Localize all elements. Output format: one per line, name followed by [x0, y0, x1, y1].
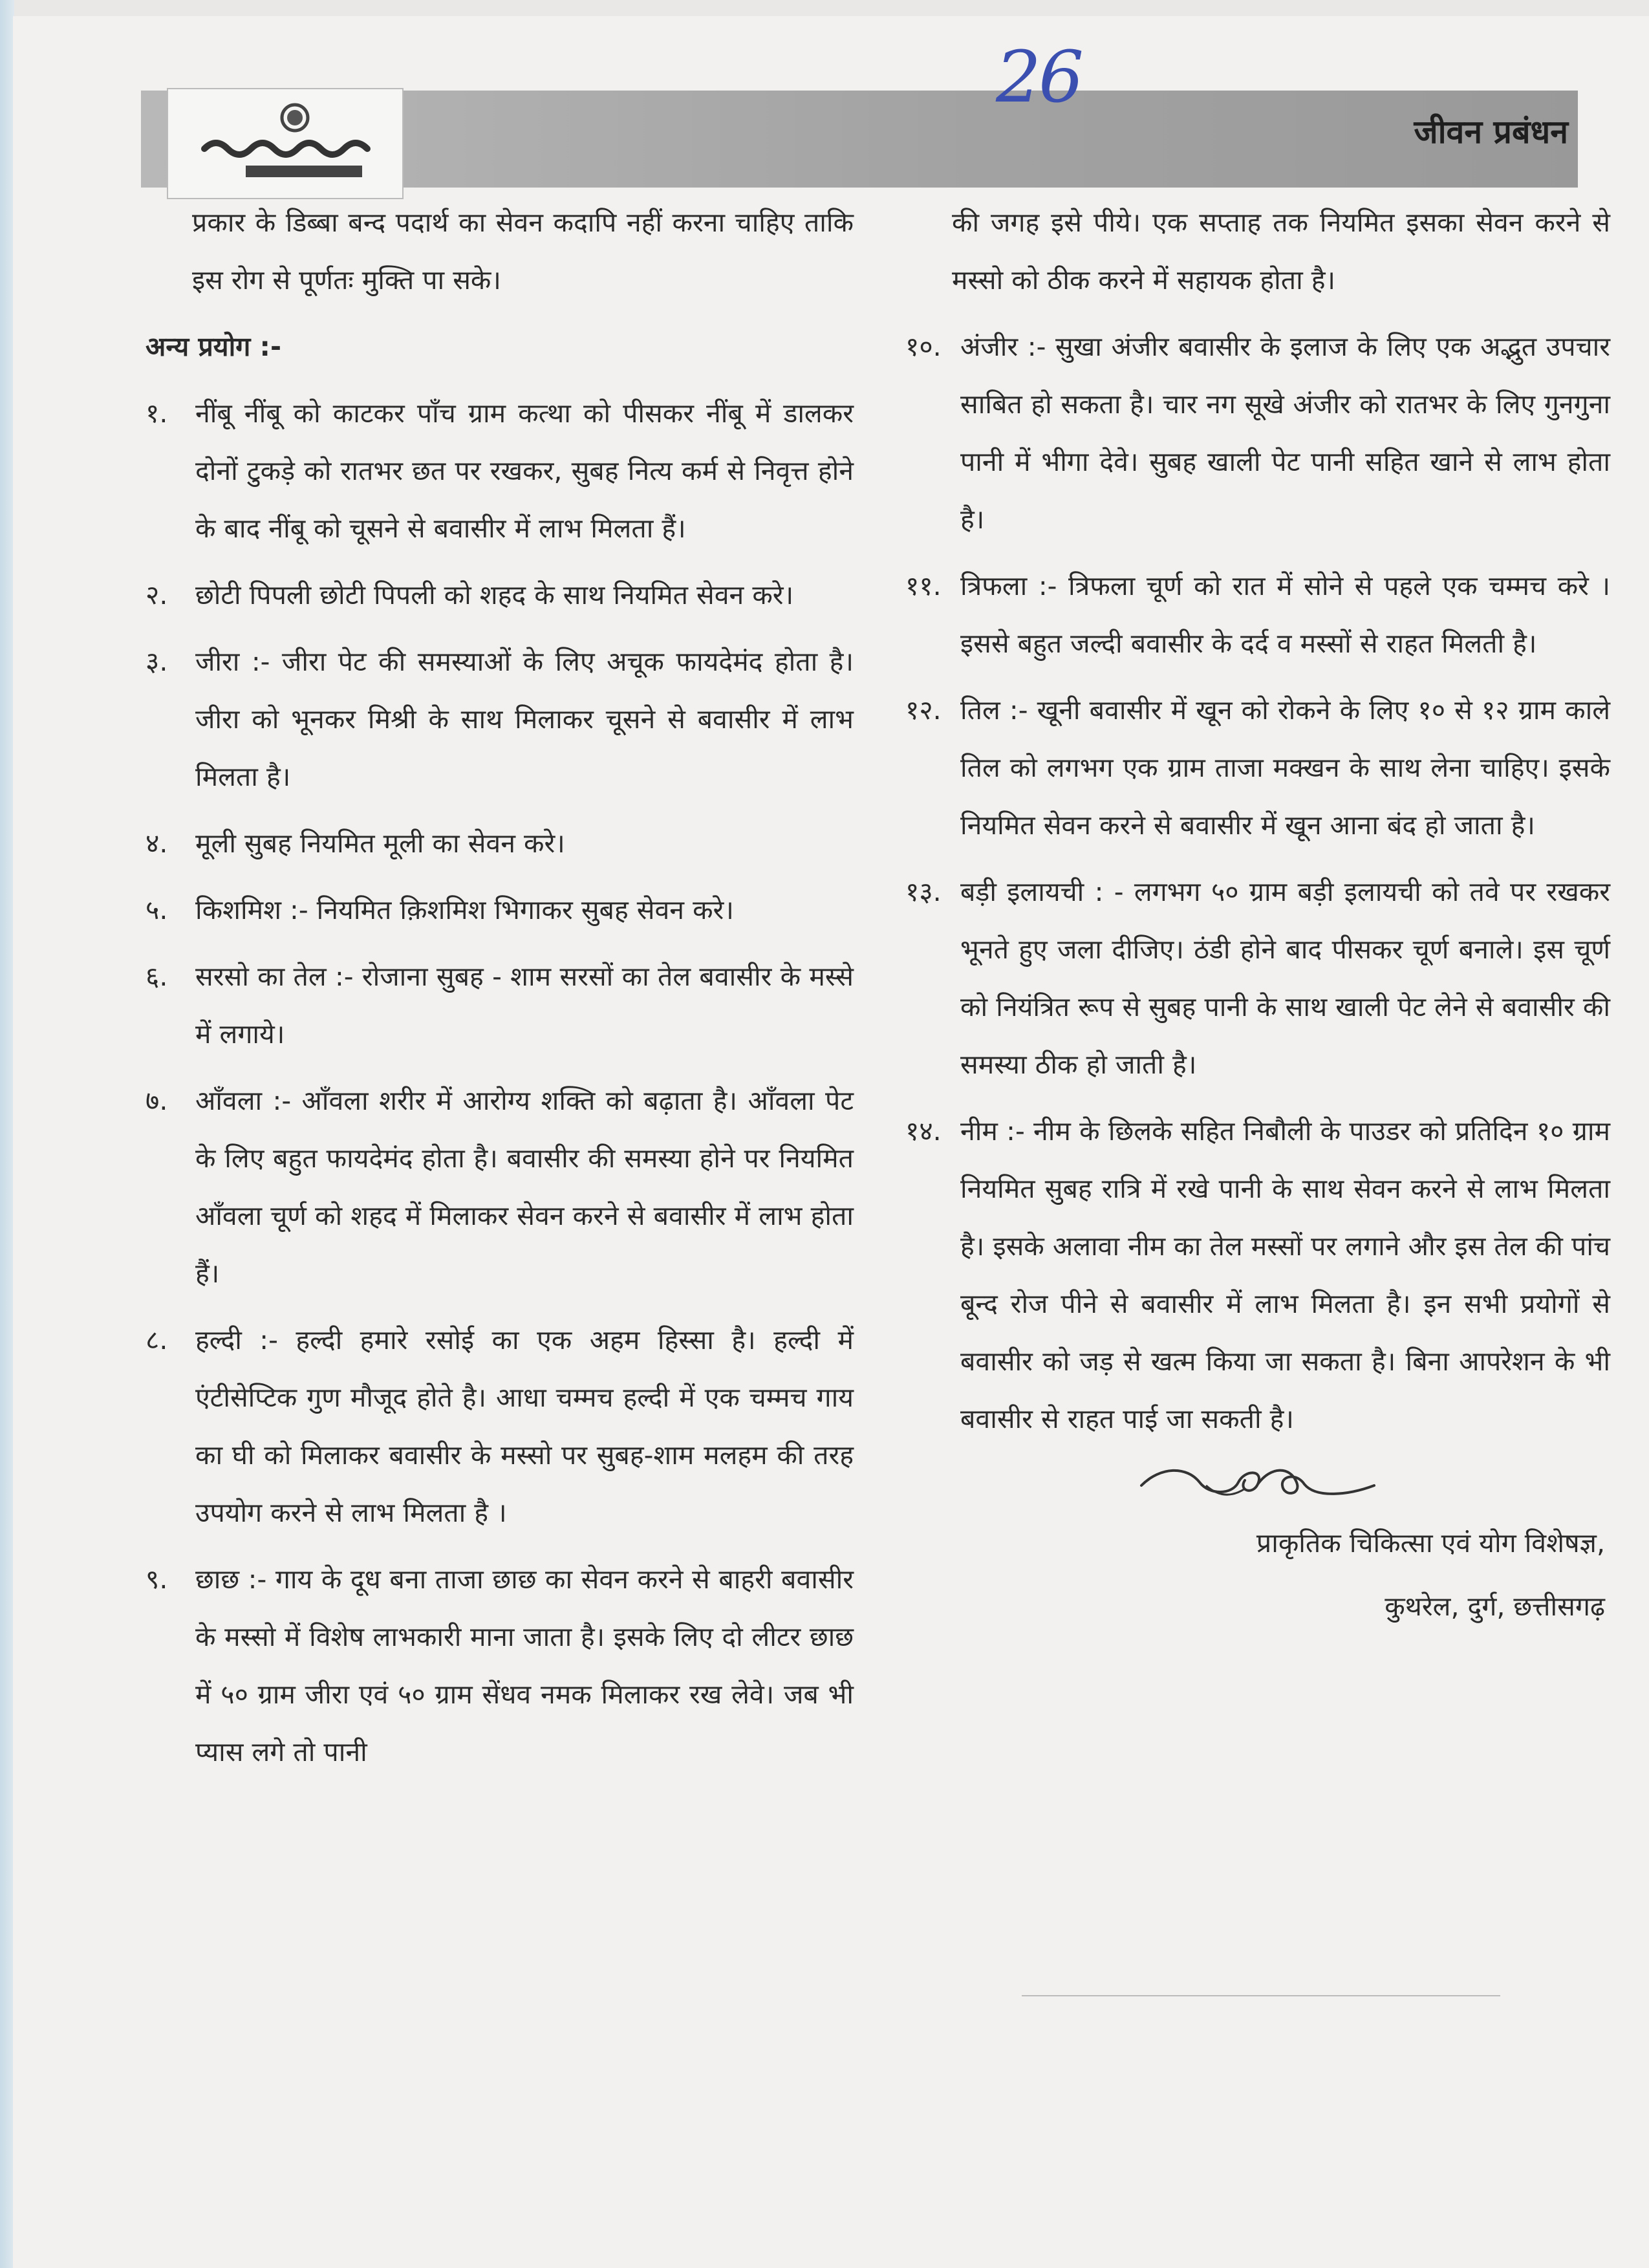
item-number: ४.: [146, 828, 168, 859]
list-item: [905, 682, 1610, 854]
item-text: जीरा :- जीरा पेट की समस्याओं के लिए अचूक फायदेमंद होता है। जीरा को भूनकर मिश्री के साथ मिलाकर चूसने से बवासीर में लाभ मिलता है।: [195, 646, 854, 792]
section-heading: अन्य प्रयोग :-: [146, 331, 281, 362]
item-text: तिल :- खूनी बवासीर में खून को रोकने के लिए १० से १२ ग्राम काले तिल को लगभग एक ग्राम ताजा मक्खन के साथ लेना चाहिए। इसके नियमित सेवन करने से बवासीर में खून आना बंद हो जाता है।: [960, 695, 1610, 841]
list-item: [905, 557, 1610, 673]
item-number: १०.: [905, 331, 942, 362]
item-number: १२.: [905, 695, 942, 726]
list-item: [146, 567, 854, 624]
item-number: १३.: [905, 876, 942, 907]
author-designation: प्राकृतिक चिकित्सा एवं योग विशेषज्ञ,: [1256, 1528, 1605, 1559]
continuation-paragraph: की जगह इसे पीये। एक सप्ताह तक नियमित इसका सेवन करने से मस्सो को ठीक करने में सहायक होता है।: [952, 207, 1610, 296]
item-text: आँवला :- आँवला शरीर में आरोग्य शक्ति को बढ़ाता है। आँवला पेट के लिए बहुत फायदेमंद होता है। बवासीर की समस्या होने पर नियमित आँवला चूर्ण को शहद में मिलाकर सेवन करने से बवासीर में लाभ होता हैं।: [195, 1085, 854, 1289]
right-item-list: [905, 318, 1610, 1448]
item-text: किशमिश :- नियमित क़िशमिश भिगाकर सुबह सेवन करे।: [195, 894, 734, 925]
sun-waves-logo-icon: [168, 89, 402, 198]
item-text: बड़ी इलायची : - लगभग ५० ग्राम बड़ी इलायची को तवे पर रखकर भूनते हुए जला दीजिए। ठंडी होने बाद पीसकर चूर्ण बनाले। इस चूर्ण को नियंत्रित रूप से सुबह पानी के साथ खाली पेट लेने से बवासीर की समस्या ठीक हो जाती है।: [960, 876, 1610, 1080]
item-text: नींबू नींबू को काटकर पाँच ग्राम कत्था को पीसकर नींबू में डालकर दोनों टुकड़े को रातभर छत पर रखकर, सुबह नित्य कर्म से निवृत्त होने के बाद नींबू को चूसने से बवासीर में लाभ मिलता हैं।: [195, 398, 854, 544]
scanner-edge: [0, 0, 14, 2268]
item-number: ८.: [146, 1324, 168, 1355]
item-number: १४.: [905, 1116, 942, 1147]
item-text: सरसो का तेल :- रोजाना सुबह - शाम सरसों का तेल बवासीर के मस्से में लगाये।: [195, 961, 854, 1050]
left-column: [146, 194, 854, 1781]
list-item: [905, 318, 1610, 548]
list-item: [146, 633, 854, 806]
item-number: ३.: [146, 646, 168, 677]
list-item: [905, 1103, 1610, 1448]
footer-line: [1022, 1995, 1500, 1996]
item-text: छाछ :- गाय के दूध बना ताजा छाछ का सेवन करने से बाहरी बवासीर के मस्सो में विशेष लाभकारी माना जाता है। इसके लिए दो लीटर छाछ में ५० ग्राम जीरा एवं ५० ग्राम सेंधव नमक मिलाकर रख लेवे। जब भी प्यास लगे तो पानी: [195, 1564, 854, 1767]
item-number: १.: [146, 398, 168, 429]
handwritten-page-number: 26: [996, 36, 1081, 118]
item-text: नीम :- नीम के छिलके सहित निबौली के पाउडर को प्रतिदिन १० ग्राम नियमित सुबह रात्रि में रखे पानी के साथ सेवन करने से लाभ मिलता है। इसके अलावा नीम का तेल मस्सों पर लगाने और इस तेल की पांच बून्द रोज पीने से बवासीर में लाभ मिलता है। इन सभी प्रयोगों से बवासीर को जड़ से खत्म किया जा सकता है। बिना आपरेशन के भी बवासीर से राहत पाई जा सकती है।: [960, 1116, 1610, 1434]
item-number: ५.: [146, 894, 168, 925]
right-column: [905, 194, 1610, 1638]
item-text: मूली सुबह नियमित मूली का सेवन करे।: [195, 828, 565, 859]
list-item: [146, 881, 854, 939]
list-item: [146, 948, 854, 1063]
intro-paragraph: प्रकार के डिब्बा बन्द पदार्थ का सेवन कदापि नहीं करना चाहिए ताकि इस रोग से पूर्णतः मुक्ति पा सके।: [192, 207, 854, 296]
item-number: ६.: [146, 961, 168, 992]
item-number: ११.: [905, 570, 942, 601]
item-number: २.: [146, 579, 168, 610]
item-text: छोटी पिपली छोटी पिपली को शहद के साथ नियमित सेवन करे।: [195, 579, 794, 610]
header-title: जीवन प्रबंधन: [1414, 113, 1568, 151]
list-item: [146, 385, 854, 557]
list-item: [146, 1072, 854, 1302]
left-item-list: [146, 385, 854, 1781]
flourish-ornament-icon: [1135, 1460, 1381, 1505]
magazine-logo: [167, 88, 404, 199]
item-number: ९.: [146, 1564, 168, 1595]
list-item: [146, 1551, 854, 1781]
list-item: [146, 1312, 854, 1542]
item-text: हल्दी :- हल्दी हमारे रसोई का एक अहम हिस्सा है। हल्दी में एंटीसेप्टिक गुण मौजूद होते है। आधा चम्मच हल्दी में एक चम्मच गाय का घी को मिलाकर बवासीर के मस्सो पर सुबह-शाम मलहम की तरह उपयोग करने से लाभ मिलता है ।: [195, 1324, 854, 1528]
item-number: ७.: [146, 1085, 168, 1116]
list-item: [146, 815, 854, 872]
item-text: अंजीर :- सुखा अंजीर बवासीर के इलाज के लिए एक अद्भुत उपचार साबित हो सकता है। चार नग सूखे अंजीर को रातभर के लिए गुनगुना पानी में भीगा देवे। सुबह खाली पेट पानी सहित खाने से लाभ होता है।: [960, 331, 1610, 535]
item-text: त्रिफला :- त्रिफला चूर्ण को रात में सोने से पहले एक चम्मच करे । इससे बहुत जल्दी बवासीर के दर्द व मस्सों से राहत मिलती है।: [960, 570, 1610, 659]
author-location: कुथरेल, दुर्ग, छत्तीसगढ़: [1385, 1591, 1605, 1622]
list-item: [905, 863, 1610, 1094]
